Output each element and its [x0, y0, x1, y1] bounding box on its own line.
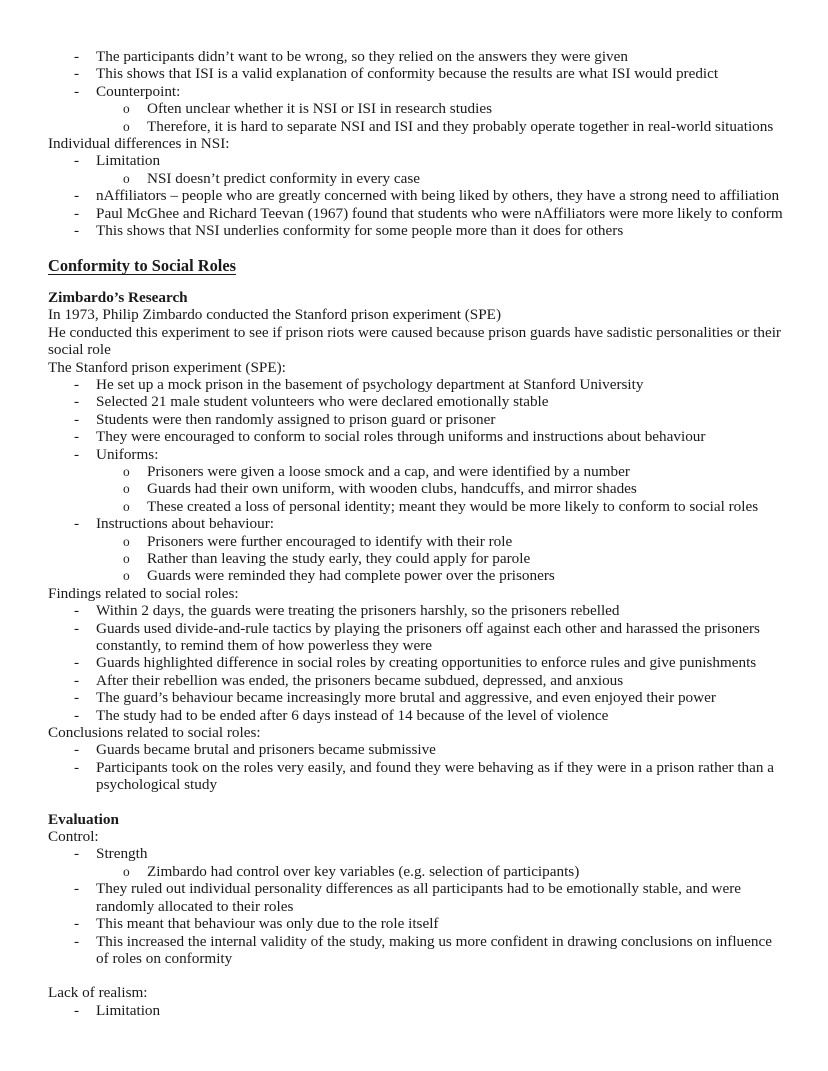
list-item-label: Uniforms: [96, 445, 159, 463]
list-item-label: Individual differences in NSI: [48, 135, 230, 153]
list-item [48, 741, 783, 758]
list-item-label: He conducted this experiment to see if prison riots were caused because prison guards have sadistic personalities or their social role [48, 323, 781, 359]
section-isi-nsi-bullets [48, 48, 783, 239]
list-item [48, 567, 783, 584]
list-item-label: Strength [96, 845, 148, 863]
list-item [48, 620, 783, 655]
list-item [48, 393, 783, 410]
paragraph-line [48, 724, 783, 741]
section-heading-conformity-to-social-roles [48, 256, 783, 275]
list-item [48, 1002, 783, 1019]
list-item-label: Findings related to social roles: [48, 584, 239, 602]
subheading-zimbardos-research [48, 289, 783, 306]
dash-bullet-icon: - [74, 602, 80, 620]
list-item-label: Students were then randomly assigned to prison guard or prisoner [96, 410, 496, 428]
list-item [48, 428, 783, 445]
circle-bullet-icon: o [123, 170, 130, 186]
list-item [48, 515, 783, 532]
list-item [48, 222, 783, 239]
dash-bullet-icon: - [74, 654, 80, 672]
dash-bullet-icon: - [74, 82, 80, 100]
dash-bullet-icon: - [74, 741, 80, 759]
list-item [48, 845, 783, 862]
list-item-label: Lack of realism: [48, 984, 148, 1002]
dash-bullet-icon: - [74, 204, 80, 222]
dash-bullet-icon: - [74, 152, 80, 170]
dash-bullet-icon: - [74, 1001, 80, 1019]
list-item-label: Rather than leaving the study early, they could apply for parole [147, 549, 531, 567]
list-item [48, 118, 783, 135]
list-item-label: Counterpoint: [96, 82, 181, 100]
dash-bullet-icon: - [74, 706, 80, 724]
list-item-label: Within 2 days, the guards were treating the prisoners harshly, so the prisoners rebelled [96, 602, 620, 620]
list-item-label: Limitation [96, 1001, 161, 1019]
list-item [48, 187, 783, 204]
circle-bullet-icon: o [123, 863, 130, 879]
list-item-label: These created a loss of personal identity; meant they would be more likely to conform to social roles [147, 497, 759, 515]
list-item-label: Paul McGhee and Richard Teevan (1967) found that students who were nAffiliators were more likely to conform [96, 204, 783, 222]
list-item-label: Zimbardo had control over key variables (e.g. selection of participants) [147, 862, 580, 880]
circle-bullet-icon: o [123, 533, 130, 549]
list-item [48, 759, 783, 794]
list-item-label: The participants didn’t want to be wrong, so they relied on the answers they were given [96, 48, 628, 65]
list-item [48, 100, 783, 117]
list-item [48, 498, 783, 515]
dash-bullet-icon: - [74, 410, 80, 428]
list-item [48, 880, 783, 915]
paragraph-line [48, 135, 783, 152]
list-item-label: In 1973, Philip Zimbardo conducted the Stanford prison experiment (SPE) [48, 306, 502, 324]
dash-bullet-icon: - [74, 932, 80, 950]
section-zimbardo-research-body [48, 306, 783, 793]
list-item-label: Guards were reminded they had complete power over the prisoners [147, 567, 555, 585]
list-item-label: The study had to be ended after 6 days instead of 14 because of the level of violence [96, 706, 609, 724]
list-item-label: Conclusions related to social roles: [48, 724, 261, 742]
list-item-label: The guard’s behaviour became increasingly more brutal and aggressive, and even enjoyed their power [96, 689, 716, 707]
list-item [48, 205, 783, 222]
list-item-label: This meant that behaviour was only due to the role itself [96, 915, 439, 933]
spacer [48, 794, 783, 811]
dash-bullet-icon: - [74, 445, 80, 463]
circle-bullet-icon: o [123, 481, 130, 497]
dash-bullet-icon: - [74, 375, 80, 393]
dash-bullet-icon: - [74, 48, 80, 65]
subheading-evaluation [48, 811, 783, 828]
dash-bullet-icon: - [74, 428, 80, 446]
dash-bullet-icon: - [74, 619, 80, 637]
dash-bullet-icon: - [74, 65, 80, 83]
dash-bullet-icon: - [74, 187, 80, 205]
list-item [48, 533, 783, 550]
list-item [48, 480, 783, 497]
subheading-text: Zimbardo’s Research [48, 288, 188, 306]
dash-bullet-icon: - [74, 393, 80, 411]
dash-bullet-icon: - [74, 671, 80, 689]
dash-bullet-icon: - [74, 515, 80, 533]
spacer [48, 276, 783, 289]
list-item [48, 83, 783, 100]
section-lack-of-realism [48, 984, 783, 1019]
dash-bullet-icon: - [74, 915, 80, 933]
circle-bullet-icon: o [123, 101, 130, 117]
circle-bullet-icon: o [123, 550, 130, 566]
list-item-label: Instructions about behaviour: [96, 515, 274, 533]
list-item [48, 550, 783, 567]
list-item-label: This shows that NSI underlies conformity for some people more than it does for others [96, 222, 624, 240]
list-item-label: The Stanford prison experiment (SPE): [48, 358, 286, 376]
list-item-label: After their rebellion was ended, the prisoners became subdued, depressed, and anxious [96, 671, 624, 689]
list-item [48, 411, 783, 428]
list-item [48, 602, 783, 619]
list-item-label: Therefore, it is hard to separate NSI and ISI and they probably operate together in real-world situations [147, 117, 774, 135]
list-item-label: Often unclear whether it is NSI or ISI in research studies [147, 100, 492, 118]
list-item [48, 376, 783, 393]
list-item-label: Guards had their own uniform, with wooden clubs, handcuffs, and mirror shades [147, 480, 637, 498]
paragraph-line [48, 324, 783, 359]
spacer [48, 239, 783, 256]
list-item [48, 65, 783, 82]
list-item-label: He set up a mock prison in the basement of psychology department at Stanford University [96, 375, 644, 393]
dash-bullet-icon: - [74, 758, 80, 776]
circle-bullet-icon: o [123, 568, 130, 584]
list-item [48, 446, 783, 463]
heading-text: Conformity to Social Roles [48, 256, 237, 276]
paragraph-line [48, 984, 783, 1001]
paragraph-line [48, 828, 783, 845]
dash-bullet-icon: - [74, 689, 80, 707]
spacer [48, 967, 783, 984]
list-item-label: This increased the internal validity of the study, making us more confident in drawing conclusions on influence of roles on conformity [96, 932, 772, 967]
subheading-text: Evaluation [48, 810, 119, 828]
list-item-label: Participants took on the roles very easily, and found they were behaving as if they were in a prison rather than a psychological study [96, 758, 775, 794]
list-item-label: Prisoners were further encouraged to identify with their role [147, 532, 513, 550]
list-item [48, 170, 783, 187]
list-item [48, 672, 783, 689]
list-item-label: Prisoners were given a loose smock and a cap, and were identified by a number [147, 462, 630, 480]
list-item [48, 707, 783, 724]
list-item-label: nAffiliators – people who are greatly concerned with being liked by others, they have a strong need to affiliation [96, 187, 780, 205]
list-item [48, 689, 783, 706]
list-item [48, 463, 783, 480]
list-item [48, 654, 783, 671]
list-item-label: Guards used divide-and-rule tactics by playing the prisoners off against each other and harassed the prisoners constantly, to remind them of how powerless they were [96, 619, 760, 654]
circle-bullet-icon: o [123, 498, 130, 514]
dash-bullet-icon: - [74, 222, 80, 240]
list-item-label: Selected 21 male student volunteers who were declared emotionally stable [96, 393, 549, 411]
list-item-label: Guards highlighted difference in social roles by creating opportunities to enforce rules and give punishments [96, 654, 757, 672]
paragraph-line [48, 306, 783, 323]
list-item [48, 915, 783, 932]
paragraph-line [48, 359, 783, 376]
list-item-label: Control: [48, 828, 99, 846]
list-item [48, 863, 783, 880]
list-item [48, 48, 783, 65]
section-evaluation-control [48, 828, 783, 967]
list-item-label: This shows that ISI is a valid explanation of conformity because the results are what ISI would predict [96, 65, 719, 83]
circle-bullet-icon: o [123, 118, 130, 134]
list-item-label: They were encouraged to conform to social roles through uniforms and instructions about behaviour [96, 428, 706, 446]
list-item [48, 152, 783, 169]
list-item-label: NSI doesn’t predict conformity in every case [147, 169, 421, 187]
dash-bullet-icon: - [74, 880, 80, 898]
list-item-label: Limitation [96, 152, 161, 170]
circle-bullet-icon: o [123, 463, 130, 479]
list-item [48, 933, 783, 968]
document-body [48, 48, 783, 1019]
paragraph-line [48, 585, 783, 602]
dash-bullet-icon: - [74, 845, 80, 863]
list-item-label: They ruled out individual personality differences as all participants had to be emotionally stable, and were randomly allocated to their roles [96, 880, 741, 915]
list-item-label: Guards became brutal and prisoners became submissive [96, 741, 436, 759]
